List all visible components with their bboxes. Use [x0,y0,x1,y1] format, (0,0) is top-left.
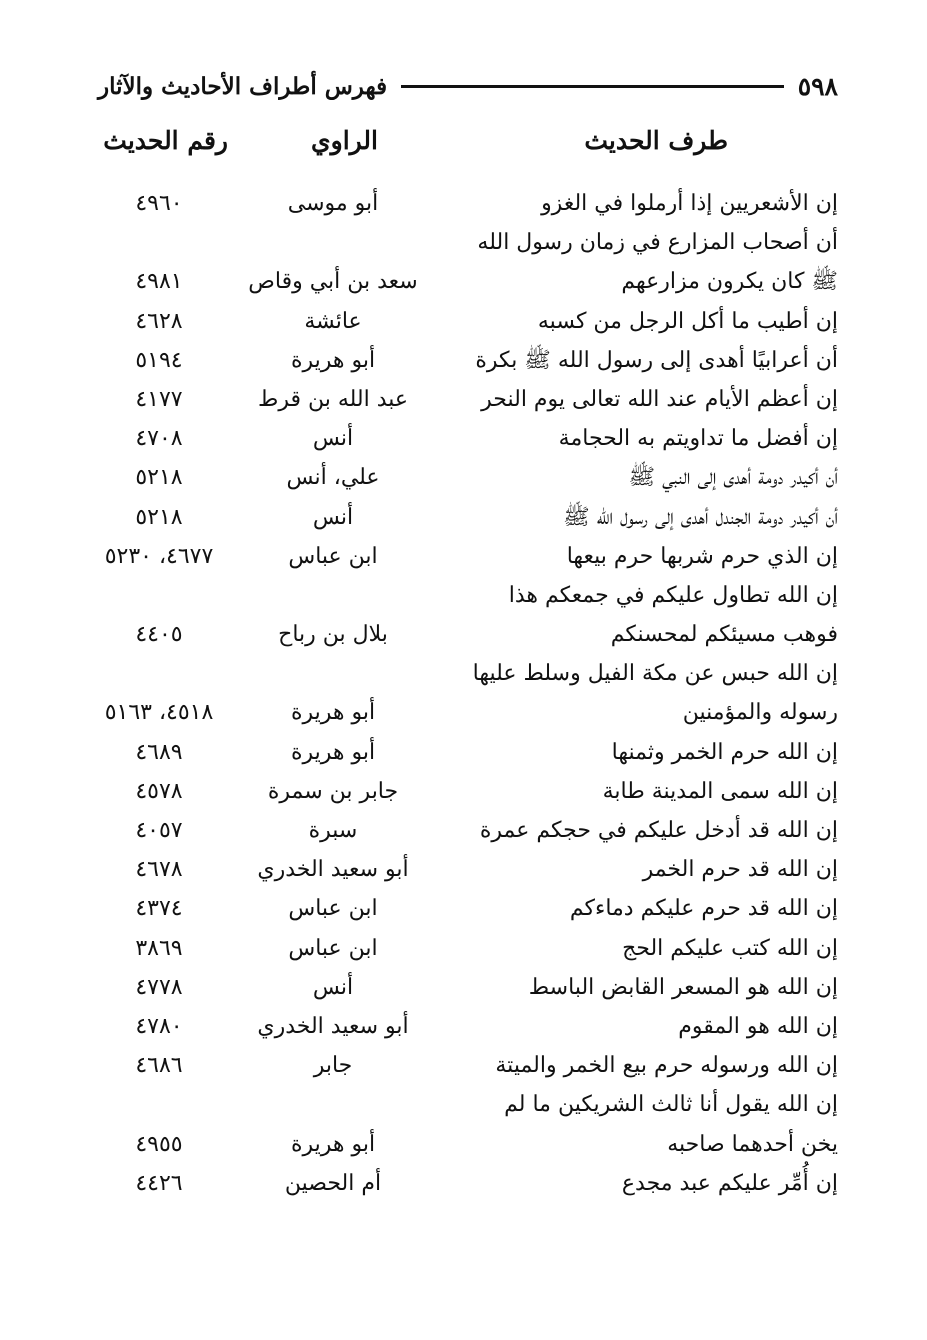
column-header-number: رقم الحديث [103,126,228,155]
hadith-number: ٤٤٢٦ [135,1170,183,1196]
hadith-number: ٣٨٦٩ [135,935,183,961]
table-row [90,850,838,889]
hadith-number: ٤٠٥٧ [135,818,183,843]
hadith-text: إن الأشعريين إذا أرملوا في الغزو [541,191,838,216]
column-header-narrator: الراوي [311,126,378,155]
table-row [90,693,838,732]
narrator: ابن عباس [288,543,378,569]
narrator: أبو هريرة [290,739,376,765]
hadith-number: ٤٦٢٨ [135,308,183,334]
column-header-text: طرف الحديث [584,126,728,155]
narrator: أنس [312,504,354,530]
index-table [90,184,838,1203]
hadith-text: يخن أحدهما صاحبه [667,1131,838,1157]
hadith-number: ٤٧٠٨ [135,426,183,452]
narrator: أبو سعيد الخدري [257,1013,409,1039]
hadith-number: ٤٥١٨، ٥١٦٣ [104,700,214,726]
hadith-text: إن الله حبس عن مكة الفيل وسلط عليها [472,661,838,687]
hadith-number: ٤١٧٧ [135,386,183,412]
running-title: فهرس أطراف الأحاديث والآثار [98,72,388,100]
hadith-number: ٤٤٠٥ [135,622,183,648]
narrator: سبرة [308,818,358,843]
hadith-number: ٤٩٨١ [135,269,183,295]
hadith-text: إن الله يقول أنا ثالث الشريكين ما لم [504,1092,838,1118]
table-row [90,1125,838,1164]
hadith-number: ٤٩٥٥ [135,1131,183,1157]
hadith-text: إن الله تطاول عليكم في جمعكم هذا [508,582,838,608]
hadith-text: إن الله قد حرم عليكم دماءكم [569,896,838,922]
hadith-text: إن الله هو المسعر القابض الباسط [528,974,838,1000]
table-row [90,733,838,772]
narrator: أنس [312,974,354,1000]
table-row [90,1164,838,1203]
table-row [90,537,838,576]
table-row [90,380,838,419]
hadith-text: إن الله كتب عليكم الحج [622,935,838,961]
hadith-number: ٥١٩٤ [135,347,183,373]
hadith-number: ٤٦٨٩ [135,739,183,765]
narrator: عبد الله بن قرط [257,386,409,412]
narrator: أبو هريرة [290,700,376,726]
hadith-text: أن أكيدر دومة الجندل أهدى إلى رسول الله ﷺ [563,504,838,530]
table-row [90,262,838,301]
hadith-text: إن الذي حرم شربها حرم بيعها [566,543,838,569]
table-row [90,654,838,693]
header-rule [401,85,784,88]
page-number: ٥٩٨ [797,71,838,101]
table-row [90,576,838,615]
narrator: جابر بن سمرة [267,778,399,804]
narrator: ابن عباس [288,896,378,922]
page-header [98,64,838,108]
table-row [90,341,838,380]
table-row [90,889,838,928]
hadith-number: ٥٢١٨ [135,465,183,491]
hadith-text: إن أفضل ما تداويتم به الحجامة [558,426,838,452]
table-row [90,184,838,223]
hadith-text: إن أعظم الأيام عند الله تعالى يوم النحر [481,386,838,412]
hadith-text: إن الله هو المقوم [678,1013,838,1039]
narrator: جابر [313,1053,353,1079]
hadith-text: إن الله ورسوله حرم بيع الخمر والميتة [495,1053,838,1079]
hadith-number: ٤٣٧٤ [135,896,183,922]
hadith-number: ٤٦٧٨ [135,857,183,883]
hadith-text: إن أُمِّر عليكم عبد مجدع [621,1170,838,1196]
hadith-text: أن أكيدر دومة أهدى إلى النبي ﷺ [628,465,838,491]
table-row [90,1046,838,1085]
table-row [90,302,838,341]
table-row [90,811,838,850]
hadith-text: إن الله حرم الخمر وثمنها [611,739,838,765]
hadith-text: فوهب مسيئكم لمحسنكم [610,622,838,648]
hadith-text: رسوله والمؤمنين [682,700,838,726]
table-row [90,419,838,458]
hadith-number: ٤٦٨٦ [135,1053,183,1079]
narrator: أبو هريرة [290,1131,376,1157]
narrator: أنس [312,426,354,452]
hadith-number: ٤٥٧٨ [135,778,183,804]
hadith-number: ٤٧٨٠ [135,1013,183,1039]
narrator: عائشة [304,308,362,334]
narrator: علي، أنس [286,465,380,491]
narrator: أبو سعيد الخدري [257,857,409,883]
narrator: أبو هريرة [290,347,376,373]
narrator: بلال بن رباح [278,622,388,648]
column-headers [90,126,838,170]
hadith-text: إن الله سمى المدينة طابة [602,778,838,804]
hadith-text: أن أصحاب المزارع في زمان رسول الله [477,230,838,256]
table-row [90,968,838,1007]
table-row [90,458,838,497]
table-row [90,498,838,537]
hadith-text: ﷺ كان يكرون مزارعهم [621,269,838,295]
narrator: ابن عباس [288,935,378,961]
narrator: أم الحصين [284,1170,382,1196]
hadith-number: ٤٩٦٠ [135,191,183,216]
table-row [90,929,838,968]
hadith-text: إن الله قد أدخل عليكم في حجكم عمرة [479,818,838,843]
table-row [90,1007,838,1046]
hadith-number: ٤٧٧٨ [135,974,183,1000]
narrator: سعد بن أبي وقاص [248,269,418,295]
table-row [90,772,838,811]
hadith-number: ٤٦٧٧، ٥٢٣٠ [104,543,214,569]
hadith-text: إن الله قد حرم الخمر [642,857,838,883]
hadith-text: أن أعرابيًا أهدى إلى رسول الله ﷺ بكرة [475,347,838,373]
hadith-text: إن أطيب ما أكل الرجل من كسبه [537,308,838,334]
table-row [90,615,838,654]
table-row [90,223,838,262]
narrator: أبو موسى [287,191,379,216]
hadith-number: ٥٢١٨ [135,504,183,530]
table-row [90,1085,838,1124]
